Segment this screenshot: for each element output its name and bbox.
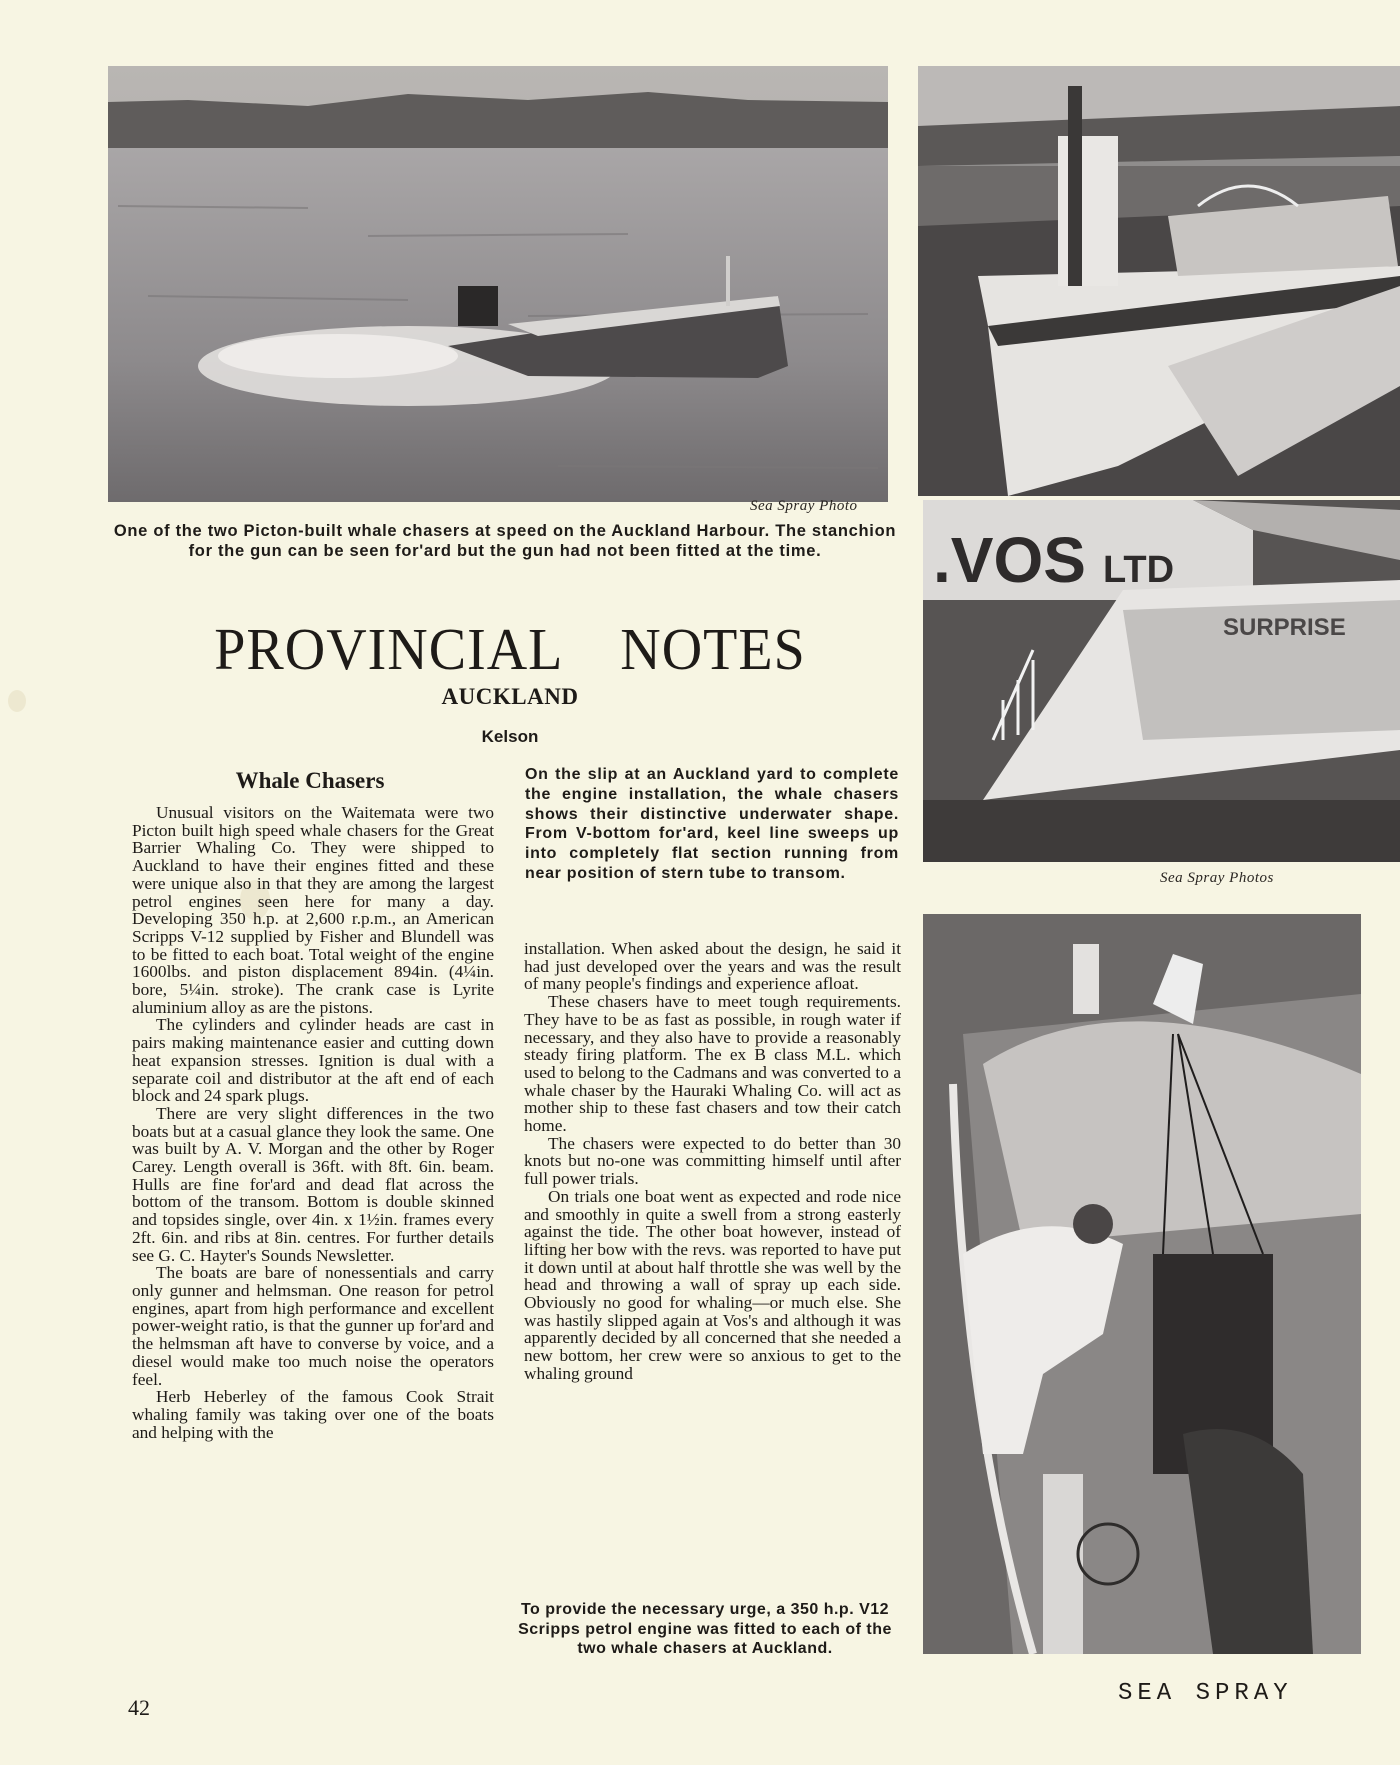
paragraph: There are very slight differences in the two boats but at a casual glance they look the same. One was built by A. V. Morgan and the other by Roger Carey. Length overall is 36ft. with 8ft. 6in. beam. Hulls are fine for'ard and dead flat across the bottom of the transom. Bottom is double skinned and topsides single, over 4in. x 1½in. frames every 2ft. 6in. and ribs at 8in. centres. For further details see G. C. Hayter's Sounds Newsletter.: [132, 1103, 494, 1265]
paragraph: Unusual visitors on the Waitemata were two Picton built high speed whale chasers for the Great Barrier Whaling Co. They were shipped to Auckland to have their engines fitted and these were unique also in that they are among the largest petrol engines seen here for many a day. Developing 350 h.p. at 2,600 r.p.m., an American Scripps V-12 supplied by Fisher and Blundell was to be fitted to each boat. Total weight of the engine 1600lbs. and piston displacement 894in. (4¼in. bore, 5¼in. stroke). The crank case is Lyrite aluminium alloy as are the pistons.: [132, 803, 494, 1017]
paragraph: installation. When asked about the design, he said it had just developed over the years and was the result of many people's findings and experience afloat.: [524, 939, 901, 994]
section-heading: Whale Chasers: [235, 768, 385, 793]
magazine-name: SEA SPRAY: [1118, 1680, 1293, 1707]
article-column-left: [132, 804, 494, 1441]
paragraph: On trials one boat went as expected and rode nice and smoothly in quite a swell from a strong easterly against the tide. The other boat however, instead of lifting her bow with the revs. was reported to have put it down until at about half throttle she was well by the head and throwing a wall of spray up each side. Obviously no good for whaling—or much else. She was hastily slipped again at Vos's and although it was apparently decided by all concerned that she needed a new bottom, her crew were so anxious to get to the whaling ground: [524, 1186, 901, 1383]
photo-hull-on-slip: [918, 66, 1400, 496]
paragraph: Herb Heberley of the famous Cook Strait whaling family was taking over one of the boats and helping with the: [132, 1387, 494, 1442]
paper-stain: [8, 690, 26, 712]
photo-credit: Sea Spray Photo: [750, 498, 858, 514]
article-column-middle: [524, 940, 901, 1383]
photo-caption-slip: On the slip at an Auckland yard to complete the engine installation, the whale chasers shows their distinctive underwater shape. From V-bottom for'ard, keel line sweeps up into completely flat section running from near position of stern tube to transom.: [525, 766, 899, 882]
photo-caption-top: One of the two Picton-built whale chasers at speed on the Auckland Harbour. The stanchion for the gun can be seen for'ard but the gun had not been fitted at the time.: [113, 522, 897, 560]
paragraph: The boats are bare of nonessentials and carry only gunner and helmsman. One reason for petrol engines, apart from high performance and excellent power-weight ratio, is that the gunner up for'ard and the helmsman aft have to converse by voice, and a diesel would make too much noise the operators feel.: [132, 1263, 494, 1389]
paragraph: The cylinders and cylinder heads are cast in pairs making maintenance easier and cutting down heat expansion stresses. Ignition is dual with a separate coil and distributor at the aft end of each block and 24 spark plugs.: [132, 1015, 494, 1106]
article-title: PROVINCIAL NOTES: [214, 617, 806, 683]
article-subtitle: AUCKLAND: [441, 684, 579, 709]
photo-whale-chaser-at-speed: [108, 66, 888, 502]
photo-engine-installation: [923, 914, 1361, 1654]
photo-vos-ltd-shed: [923, 500, 1400, 862]
article-author: Kelson: [481, 727, 539, 746]
svg-text:LTD: LTD: [1103, 549, 1175, 591]
vos-sign-text: .VOS: [933, 524, 1086, 596]
page-number: 42: [128, 1695, 150, 1720]
photo-caption-engine: To provide the necessary urge, a 350 h.p. V12 Scripps petrol engine was fitted to each of the two whale chasers at Auckland.: [518, 1601, 892, 1657]
paragraph: These chasers have to meet tough requirements. They have to be as fast as possible, in rough water if necessary, and they also have to provide a reasonably steady firing platform. The ex B class M.L. which used to belong to the Cadmans and was converted to a whale chaser by the Hauraki Whaling Co. will act as mother ship to these fast chasers and tow their catch home.: [524, 992, 901, 1136]
boat-name-text: SURPRISE: [1223, 614, 1346, 641]
paragraph: The chasers were expected to do better than 30 knots but no-one was committing himself until after full power trials.: [524, 1133, 901, 1189]
photo-credit: Sea Spray Photos: [1160, 870, 1274, 886]
